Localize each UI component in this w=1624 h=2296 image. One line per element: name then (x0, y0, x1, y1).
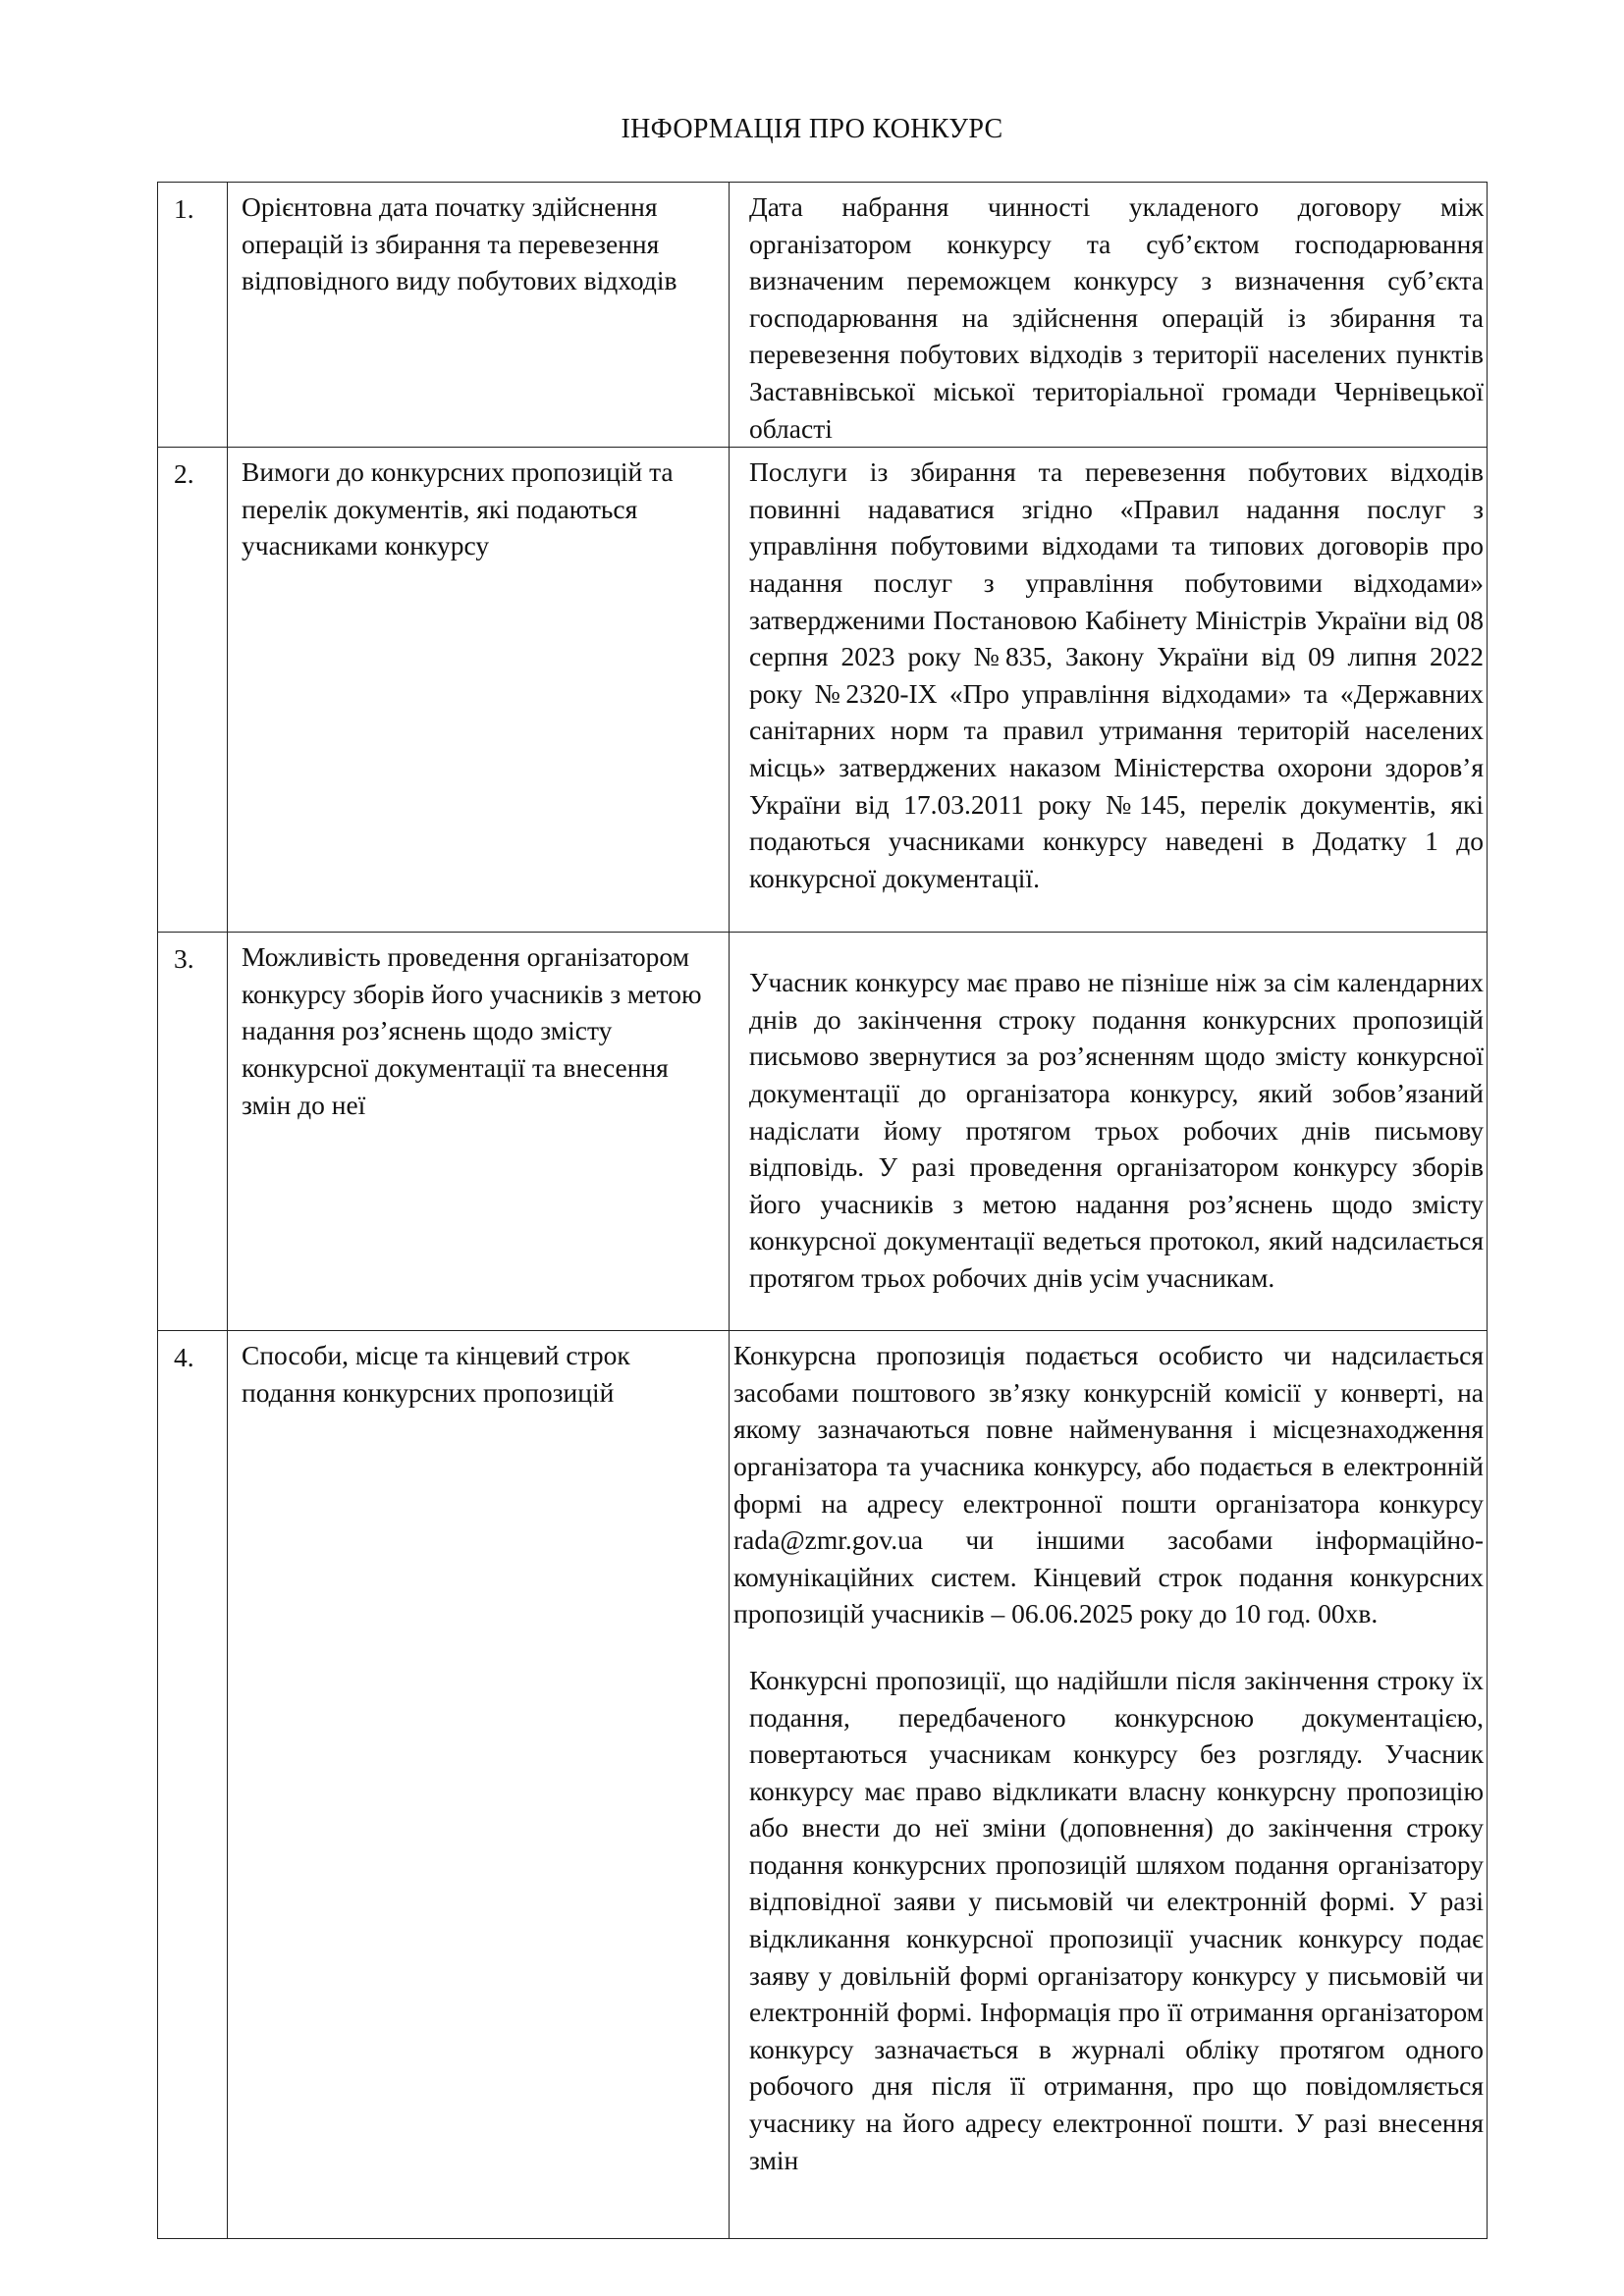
row-label: Орієнтовна дата початку здійснення операцій із збирання та перевезення відповідного виду побутових відходів (242, 191, 677, 296)
row-text (730, 448, 1487, 896)
row-label: Вимоги до конкурсних пропозицій та перелік документів, які подаються учасниками конкурсу (242, 456, 674, 561)
row-text-cell (730, 183, 1488, 448)
row-number-cell (158, 448, 228, 933)
row-text (730, 1331, 1487, 2178)
row-text-cell (730, 1331, 1488, 2239)
table-row (158, 183, 1488, 448)
row-label-cell (228, 933, 730, 1331)
row-text (730, 183, 1487, 447)
row-number-cell (158, 1331, 228, 2239)
row-number-cell (158, 933, 228, 1331)
row-number: 3. (174, 943, 194, 975)
table-row (158, 448, 1488, 933)
table-row (158, 1331, 1488, 2239)
row-text-paragraph-2: Конкурсні пропозиції, що надійшли після закінчення строку їх подання, передбаченого конкурсною документацією, повертаються учасникам конкурсу без розгляду. Учасник конкурсу має право відкликати власну конкурсну пропозицію або внести до неї зміни (доповнення) до закінчення строку подання конкурсних пропозицій шляхом подання організатору відповідної заяви у письмовій чи електронній формі. У разі відкликання конкурсної пропозиції учасник конкурсу подає заяву у довільній формі організатору конкурсу у письмовій чи електронній формі. Інформація про її отримання організатором конкурсу зазначається в журналі обліку протягом одного робочого дня після її отримання, про що повідомляється учаснику на його адресу електронної пошти. У разі внесення змін (749, 1664, 1484, 2175)
row-number: 2. (174, 458, 194, 490)
row-label-cell (228, 183, 730, 448)
row-text-paragraph: Учасник конкурсу має право не пізніше ніж за сім календарних днів до закінчення строку подання конкурсних пропозицій письмово звернутися за роз’ясненням щодо змісту конкурсної документації до організатора конкурсу, який зобов’язаний надіслати йому протягом трьох робочих днів письмову відповідь. У разі проведення організатором конкурсу зборів його учасників з метою надання роз’яснень щодо змісту конкурсної документації ведеться протокол, який надсилається протягом трьох робочих днів усім учасникам. (749, 967, 1484, 1293)
row-label: Можливість проведення організатором конкурсу зборів його учасників з метою надання роз’яснень щодо змісту конкурсної документації та внесення змін до неї (242, 941, 702, 1120)
row-label: Способи, місце та кінцевий строк подання конкурсних пропозицій (242, 1340, 630, 1408)
table-row (158, 933, 1488, 1331)
row-text-paragraph: Послуги із збирання та перевезення побутових відходів повинні надаватися згідно «Правил надання послуг з управління побутовими відходами та типових договорів про надання послуг з управління побутовими відходами» затвердженими Постановою Кабінету Міністрів України від 08 серпня 2023 року №835, Закону України від 09 липня 2022 року №2320-IX «Про управління відходами» та «Державних санітарних норм та правил утримання територій населених місць» затверджених наказом Міністерства охорони здоров’я України від 17.03.2011 року №145, перелік документів, які подаються учасниками конкурсу наведені в Додатку 1 до конкурсної документації. (749, 456, 1484, 893)
row-text-cell (730, 448, 1488, 933)
row-text-cell (730, 933, 1488, 1331)
contest-info-table (157, 182, 1488, 2239)
row-label-cell (228, 1331, 730, 2239)
row-number: 1. (174, 193, 194, 224)
row-label-cell (228, 448, 730, 933)
row-text (730, 933, 1487, 1296)
document-title: ІНФОРМАЦІЯ ПРО КОНКУРС (621, 114, 1003, 144)
row-number-cell (158, 183, 228, 448)
row-text-paragraph: Конкурсна пропозиція подається особисто чи надсилається засобами поштового зв’язку конкурсній комісії у конверті, на якому зазначаються повне найменування і місцезнаходження організатора та учасника конкурсу, або подається в електронній формі на адресу електронної пошти організатора конкурсу rada@zmr.gov.ua чи іншими засобами інформаційно-комунікаційних систем. Кінцевий строк подання конкурсних пропозицій учасників – 06.06.2025 року до 10 год. 00хв. (733, 1340, 1484, 1629)
row-number: 4. (174, 1342, 194, 1373)
row-text-paragraph: Дата набрання чинності укладеного договору між організатором конкурсу та суб’єктом господарювання визначеним переможцем конкурсу з визначення суб’єкта господарювання на здійснення операцій із збирання та перевезення побутових відходів з території населених пунктів Заставнівської міської територіальної громади Чернівецької області (749, 191, 1484, 444)
